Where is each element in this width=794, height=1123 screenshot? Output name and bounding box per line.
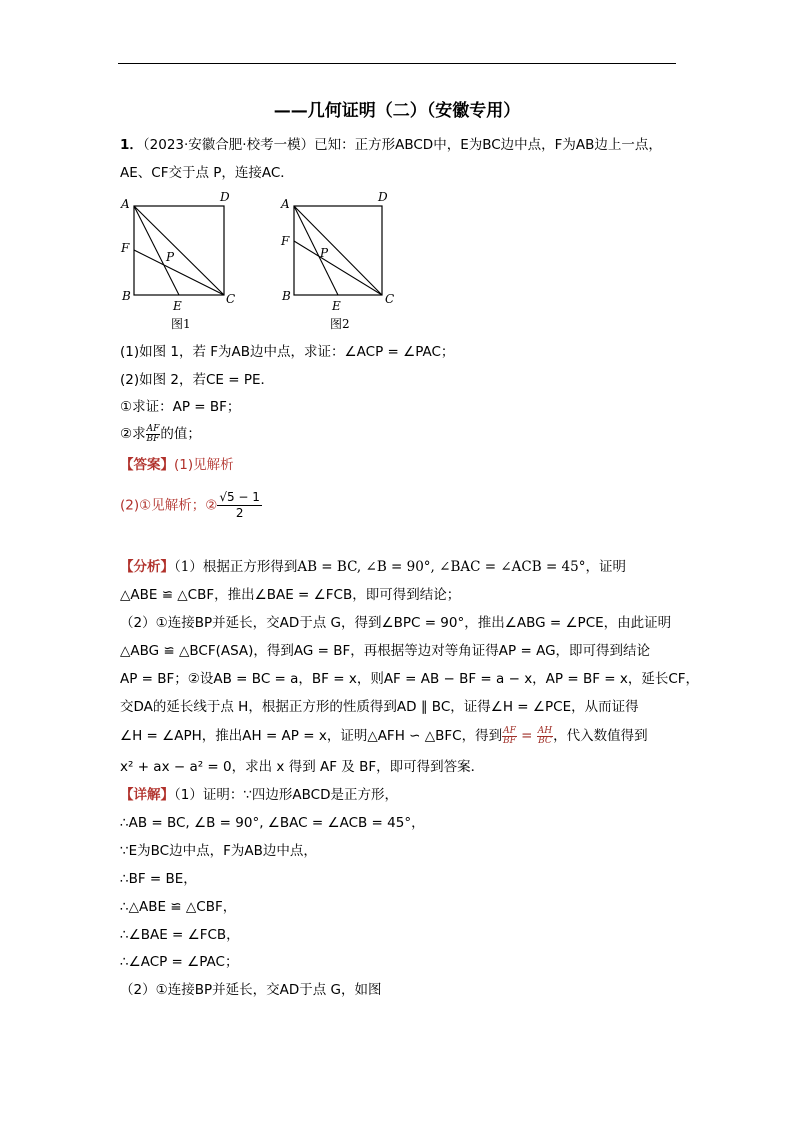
answer-line1 (120, 455, 234, 475)
detail-tag: 【详解】 (120, 787, 174, 803)
geometry-figures (110, 188, 410, 338)
answer-tag: 【答案】 (120, 457, 174, 473)
analysis-tag: 【分析】 (120, 559, 174, 575)
answer-line2 (120, 490, 262, 521)
segment-cf-1 (134, 250, 224, 295)
fig1-label-d: D (220, 190, 230, 204)
fig1-label-e: E (173, 299, 182, 313)
fig1-label-p: P (166, 250, 175, 264)
question-2-2-fraction (146, 425, 161, 444)
problem-stem-line2: AE、CF交于点 P，连接AC． (120, 165, 294, 181)
fig2-label-d: D (378, 190, 388, 204)
fig1-label-c: C (226, 292, 236, 306)
fraction-denominator: BF (503, 735, 516, 746)
diagonal-ac-2 (294, 206, 382, 295)
problem-source: （2023·安徽合肥·校考一模） (142, 137, 315, 153)
segment-ae-2 (294, 206, 338, 295)
segment-cf-2 (294, 241, 382, 295)
analysis-line2: △ABE ≌ △CBF，推出∠BAE = ∠FCB，即可得到结论； (120, 587, 461, 603)
detail-line1 (120, 785, 398, 805)
fig1-caption: 图1 (171, 317, 191, 331)
question-2-2-suffix: 的值； (160, 426, 201, 442)
fig2-label-a: A (281, 197, 290, 211)
analysis-line8: x² + ax − a² = 0，求出 x 得到 AF 及 BF，即可得到答案． (120, 759, 485, 775)
problem-number: 1． (120, 137, 143, 153)
detail-line3: ∵E为BC边中点，F为AB边中点， (120, 843, 317, 859)
detail-text1: （1）证明：∵四边形ABCD是正方形， (174, 787, 399, 803)
answer-part2-fraction (217, 490, 262, 521)
analysis-line7 (120, 726, 648, 746)
detail-line4: ∴BF = BE， (120, 871, 197, 887)
analysis-line5: AP = BF；②设AB = BC = a，BF = x，则AF = AB − BF = a − x，AP = BF = x，延长CF， (120, 671, 700, 687)
detail-line5: ∴△ABE ≌ △CBF， (120, 899, 237, 915)
analysis-line7-b: ，代入数值得到 (553, 728, 648, 744)
fig2-label-c: C (385, 292, 395, 306)
fig1-label-b: B (122, 289, 131, 303)
fig2-caption: 图2 (330, 317, 350, 331)
detail-line7: ∴∠ACP = ∠PAC； (120, 954, 239, 970)
detail-line2: ∴AB = BC, ∠B = 90°, ∠BAC = ∠ACB = 45°， (120, 815, 425, 831)
fraction-denominator: BC (538, 735, 552, 746)
diagonal-ac-1 (134, 206, 224, 295)
analysis-line1 (120, 557, 626, 577)
question-2: (2)如图 2，若CE = PE． (120, 372, 275, 388)
question-2-1: ①求证：AP = BF； (120, 399, 241, 415)
analysis-equals: = (516, 728, 537, 744)
question-2-2 (120, 424, 201, 444)
answer-fraction-numerator: √5 − 1 (219, 490, 260, 504)
fraction-numerator: AF (146, 423, 160, 434)
fraction-denominator: BF (146, 433, 160, 444)
question-2-2-prefix: ②求 (120, 426, 146, 442)
fig1-label-a: A (121, 197, 130, 211)
problem-stem-line1 (120, 135, 662, 155)
fig2-label-f: F (281, 234, 290, 248)
fig1-label-f: F (121, 241, 130, 255)
question-1: (1)如图 1，若 F为AB边中点，求证：∠ACP = ∠PAC； (120, 344, 455, 360)
fraction-numerator: AF (503, 725, 516, 736)
fraction-numerator: AH (537, 725, 553, 736)
analysis-line4: △ABG ≌ △BCF(ASA)，得到AG = BF，再根据等边对等角证得AP = AG，即可得到结论 (120, 643, 651, 659)
figure-1 (120, 190, 235, 331)
page-title: ——几何证明（二）（安徽专用） (273, 101, 521, 121)
figure-2 (280, 190, 394, 331)
problem-stem-text1: 已知：正方形ABCD中，E为BC边中点，F为AB边上一点， (314, 137, 662, 153)
analysis-line7-a: ∠H = ∠APH，推出AH = AP = x，证明△AFH ∽ △BFC，得到 (120, 728, 503, 744)
analysis-fraction-af-bf (502, 727, 517, 746)
detail-line8: （2）①连接BP并延长，交AD于点 G，如图 (120, 982, 382, 998)
analysis-line6: 交DA的延长线于点 H，根据正方形的性质得到AD ∥ BC，证得∠H = ∠PCE，从而证得 (120, 699, 639, 715)
analysis-line3: （2）①连接BP并延长，交AD于点 G，得到∠BPC = 90°，推出∠ABG = ∠PCE，由此证明 (120, 615, 672, 631)
header-rule (118, 63, 676, 64)
detail-line6: ∴∠BAE = ∠FCB， (120, 927, 240, 943)
fig2-label-b: B (282, 289, 291, 303)
analysis-text1: （1）根据正方形得到AB = BC, ∠B = 90°, ∠BAC = ∠ACB = 45°，证明 (174, 559, 626, 575)
answer-fraction-denominator: 2 (235, 506, 244, 520)
fig2-label-p: P (320, 246, 329, 260)
fig2-label-e: E (332, 299, 341, 313)
answer-part2-prefix: (2)①见解析；② (120, 497, 218, 514)
answer-part1: (1)见解析 (174, 457, 234, 473)
analysis-fraction-ah-bc (537, 727, 553, 746)
